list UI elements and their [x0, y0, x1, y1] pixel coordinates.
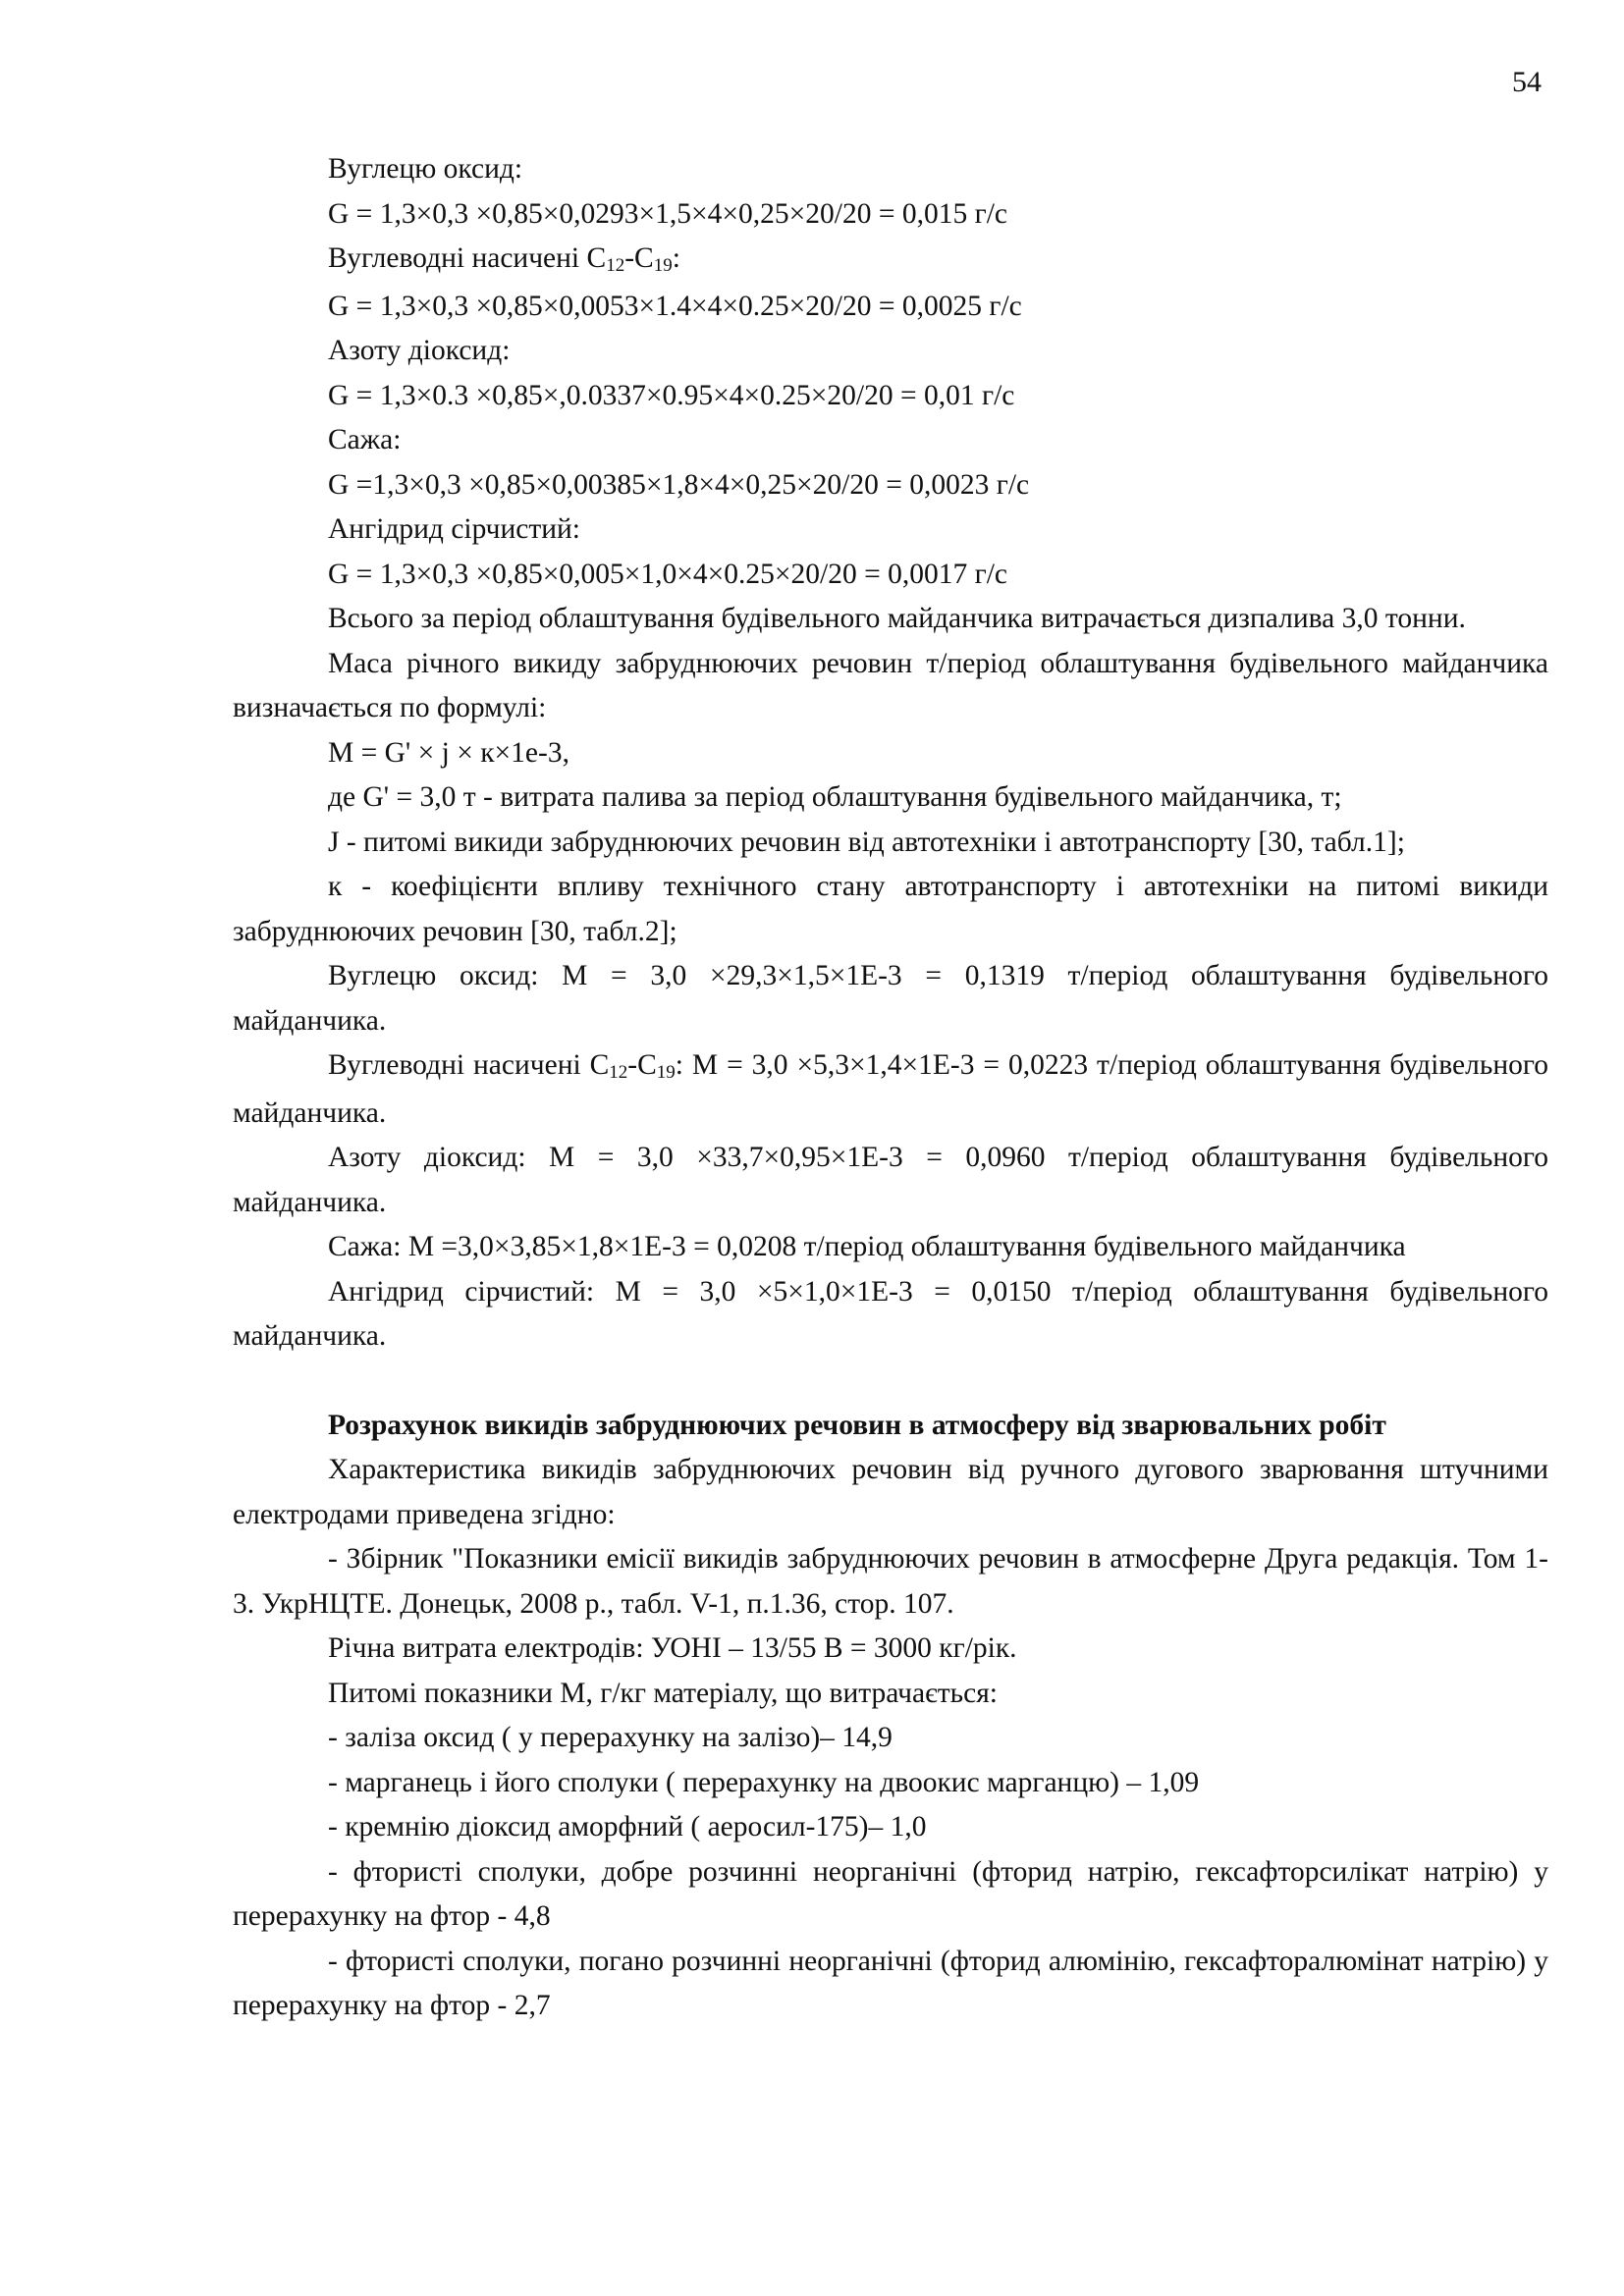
- page-number: 54: [1512, 66, 1542, 98]
- section-heading: Розрахунок викидів забруднюючих речовин в атмосферу від зварювальних робіт: [328, 1409, 1386, 1441]
- result-paragraph: Вуглеводні насичені $C_{12}-C_{19}$: M = 3,0 ×5,3×1,4×1E-3 = 0,0223 т/період облаштування будівельного майданчика.: [233, 1049, 1548, 1129]
- text-line: Річна витрата електродів: УОНІ – 13/55 В = 3000 кг/рік.: [328, 1632, 1017, 1664]
- formula-line: G = 1,3×0,3 ×0,85×0,005×1,0×4×0.25×20/20 = 0,0017 г/с: [328, 558, 1007, 590]
- result-paragraph: Вуглецю оксид: M = 3,0 ×29,3×1,5×1E-3 = 0,1319 т/період облаштування будівельного майданчика.: [233, 960, 1548, 1037]
- list-item: - фтористі сполуки, добре розчинні неорганічні (фторид натрію, гексафторсилікат натрію) у перерахунку на фтор - 4,8: [233, 1855, 1548, 1932]
- result-paragraph: Сажа: M =3,0×3,85×1,8×1E-3 = 0,0208 т/період облаштування будівельного майданчика: [328, 1231, 1406, 1262]
- list-item: - кремнію діоксид аморфний ( аеросил-175)– 1,0: [328, 1811, 927, 1842]
- paragraph: Маса річного викиду забруднюючих речовин т/період облаштування будівельного майданчика визначається по формулі:: [233, 647, 1548, 723]
- formula-line: G = 1,3×0.3 ×0,85×,0.0337×0.95×4×0.25×20/20 = 0,01 г/с: [328, 379, 1015, 411]
- list-item: - марганець і його сполуки ( перерахунку на двоокис марганцю) – 1,09: [328, 1766, 1200, 1798]
- document-body: [233, 147, 1548, 2029]
- formula-line: G = 1,3×0,3 ×0,85×0,0053×1.4×4×0.25×20/20 = 0,0025 г/с: [328, 290, 1022, 322]
- formula-line: M = G' × j × к×1е-3,: [328, 736, 569, 769]
- text-line: Сажа:: [328, 424, 402, 455]
- paragraph: Всього за період облаштування будівельного майданчика витрачається дизпалива 3,0 тонни.: [328, 603, 1466, 634]
- formula-line: G =1,3×0,3 ×0,85×0,00385×1,8×4×0,25×20/20 = 0,0023 г/с: [328, 468, 1030, 501]
- text-line: Азоту діоксид:: [328, 335, 511, 366]
- list-item: - заліза оксид ( у перерахунку на залізо)– 14,9: [328, 1722, 893, 1753]
- result-paragraph: Ангідрид сірчистий: M = 3,0 ×5×1,0×1E-3 = 0,0150 т/період облаштування будівельного майданчика.: [233, 1275, 1548, 1352]
- definition-paragraph: к - коефіцієнти впливу технічного стану автотранспорту і автотехніки на питомі викиди забруднюючих речовин [30, табл.2];: [233, 871, 1548, 947]
- formula-line: G = 1,3×0,3 ×0,85×0,0293×1,5×4×0,25×20/20 = 0,015 г/с: [328, 197, 1007, 230]
- paragraph: Характеристика викидів забруднюючих речовин від ручного дугового зварювання штучними електродами приведена згідно:: [233, 1454, 1548, 1530]
- text-line: Вуглеводні насичені $C_{12}-C_{19}$:: [328, 242, 680, 276]
- definition-line: де G' = 3,0 т - витрата палива за період облаштування будівельного майданчика, т;: [328, 781, 1342, 813]
- list-item: - фтористі сполуки, погано розчинні неорганічні (фторид алюмінію, гексафторалюмінат натрію) у перерахунку на фтор - 2,7: [233, 1945, 1548, 2021]
- result-paragraph: Азоту діоксид: M = 3,0 ×33,7×0,95×1E-3 = 0,0960 т/період облаштування будівельного майданчика.: [233, 1142, 1548, 1218]
- text-line: Ангідрид сірчистий:: [328, 513, 581, 545]
- text-line: Питомі показники M, г/кг матеріалу, що витрачається:: [328, 1677, 998, 1709]
- paragraph: - Збірник "Показники емісії викидів забруднюючих речовин в атмосферне Друга редакція. Том 1-3. УкрНЦТЕ. Донецьк, 2008 р., табл. V-1, п.1.36, стор. 107.: [233, 1543, 1548, 1620]
- text-line: Вуглецю оксид:: [328, 153, 523, 185]
- definition-paragraph: J - питомі викиди забруднюючих речовин від автотехніки і автотранспорту [30, табл.1];: [328, 826, 1405, 858]
